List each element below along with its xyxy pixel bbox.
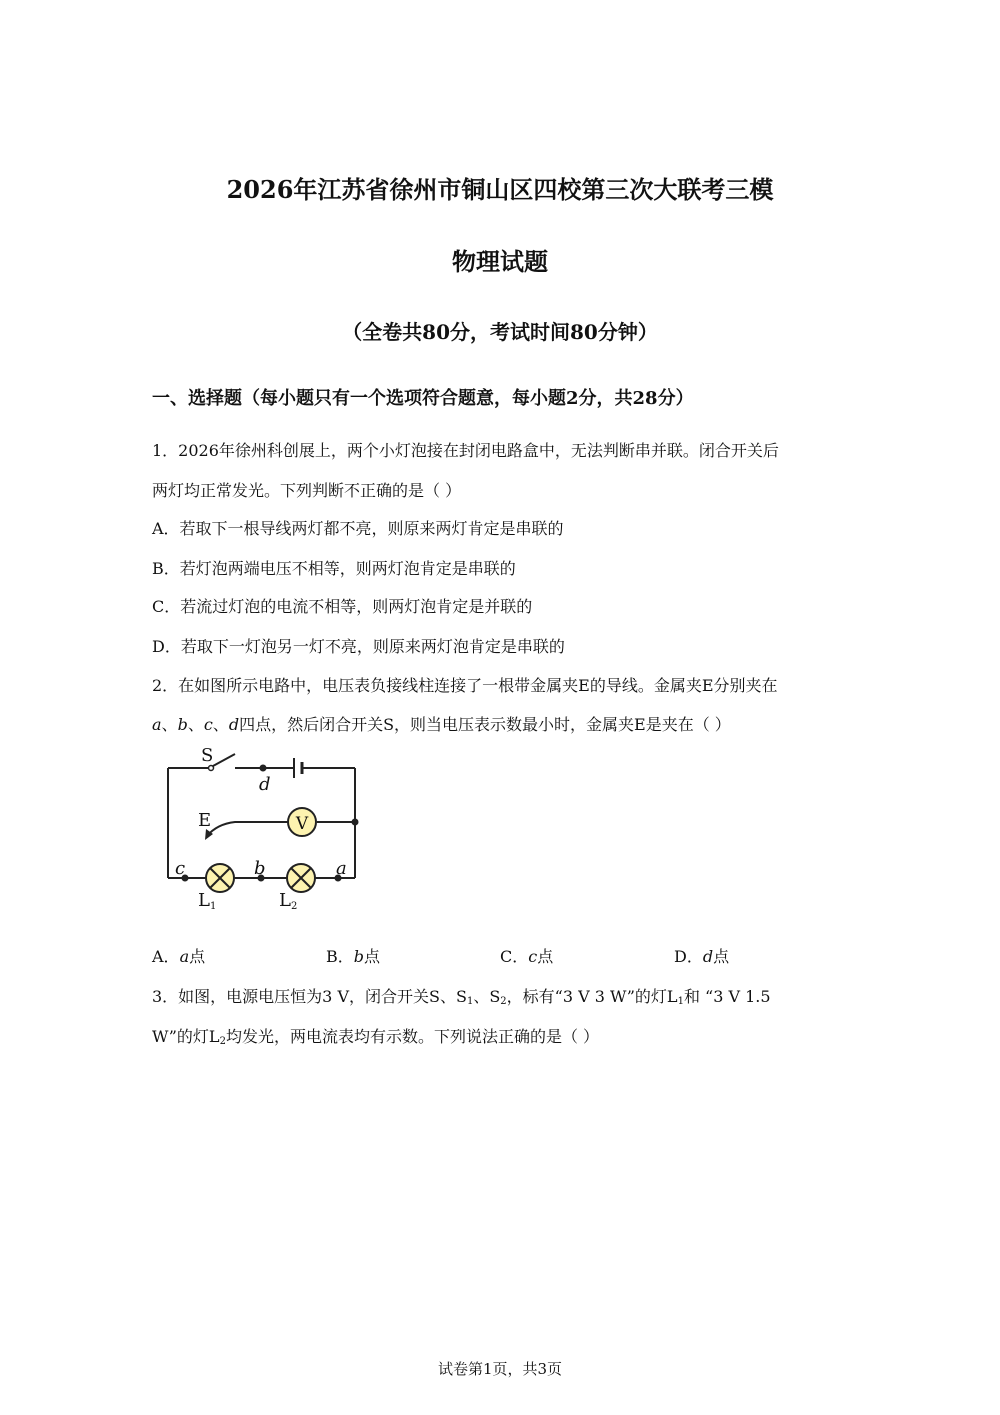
switch-label: S bbox=[201, 745, 214, 766]
section-heading: 一、选择题（每小题只有一个选项符合题意，每小题2分，共28分） bbox=[152, 388, 694, 409]
exam-title: 2026年江苏省徐州市铜山区四校第三次大联考三模 bbox=[226, 175, 774, 204]
voltmeter-label: V bbox=[295, 814, 309, 834]
lamp1-label: L1 bbox=[198, 890, 217, 912]
q2-option-d: D．d点 bbox=[674, 947, 730, 966]
q1-stem-line2: 两灯均正常发光。下列判断不正确的是（ ） bbox=[152, 481, 462, 500]
q2-stem-line1: 2．在如图所示电路中，电压表负接线柱连接了一根带金属夹E的导线。金属夹E分别夹在 bbox=[152, 676, 778, 695]
exam-subject: 物理试题 bbox=[452, 247, 548, 276]
q2-option-a: A．a点 bbox=[152, 947, 206, 966]
q2-option-b: B．b点 bbox=[326, 947, 381, 966]
q1-option-c: C．若流过灯泡的电流不相等，则两灯泡肯定是并联的 bbox=[152, 597, 533, 616]
q1-stem-line1: 1．2026年徐州科创展上，两个小灯泡接在封闭电路盒中，无法判断串并联。闭合开关后 bbox=[152, 441, 779, 460]
q1-option-a: A．若取下一根导线两灯都不亮，则原来两灯肯定是串联的 bbox=[152, 519, 564, 538]
q1-option-b: B．若灯泡两端电压不相等，则两灯泡肯定是串联的 bbox=[152, 559, 516, 578]
point-b-label: b bbox=[254, 858, 266, 879]
q2-option-c: C．c点 bbox=[500, 947, 554, 966]
q3-stem-line2: W”的灯$L_2$均发光，两电流表均有示数。下列说法正确的是（ ） bbox=[152, 1027, 600, 1047]
point-c-label: c bbox=[175, 858, 186, 879]
q2-stem-line2: a、b、c、d四点，然后闭合开关S，则当电压表示数最小时，金属夹E是夹在（ ） bbox=[152, 715, 731, 734]
point-a-label: a bbox=[336, 858, 347, 879]
exam-note: （全卷共80分，考试时间80分钟） bbox=[342, 320, 658, 344]
clip-label: E bbox=[198, 810, 212, 831]
lamp2-label: L2 bbox=[279, 890, 298, 912]
q1-option-d: D．若取下一灯泡另一灯不亮，则原来两灯泡肯定是串联的 bbox=[152, 637, 565, 656]
point-d-label: d bbox=[259, 774, 271, 795]
page-footer: 试卷第1页，共3页 bbox=[437, 1360, 563, 1378]
circuit-diagram bbox=[155, 740, 375, 915]
q3-stem-line1: 3．如图，电源电压恒为3 V，闭合开关S、$S_1$、$S_2$，标有“3 V 3 W”的灯$L_1$和 “3 V 1.5 bbox=[152, 987, 771, 1007]
